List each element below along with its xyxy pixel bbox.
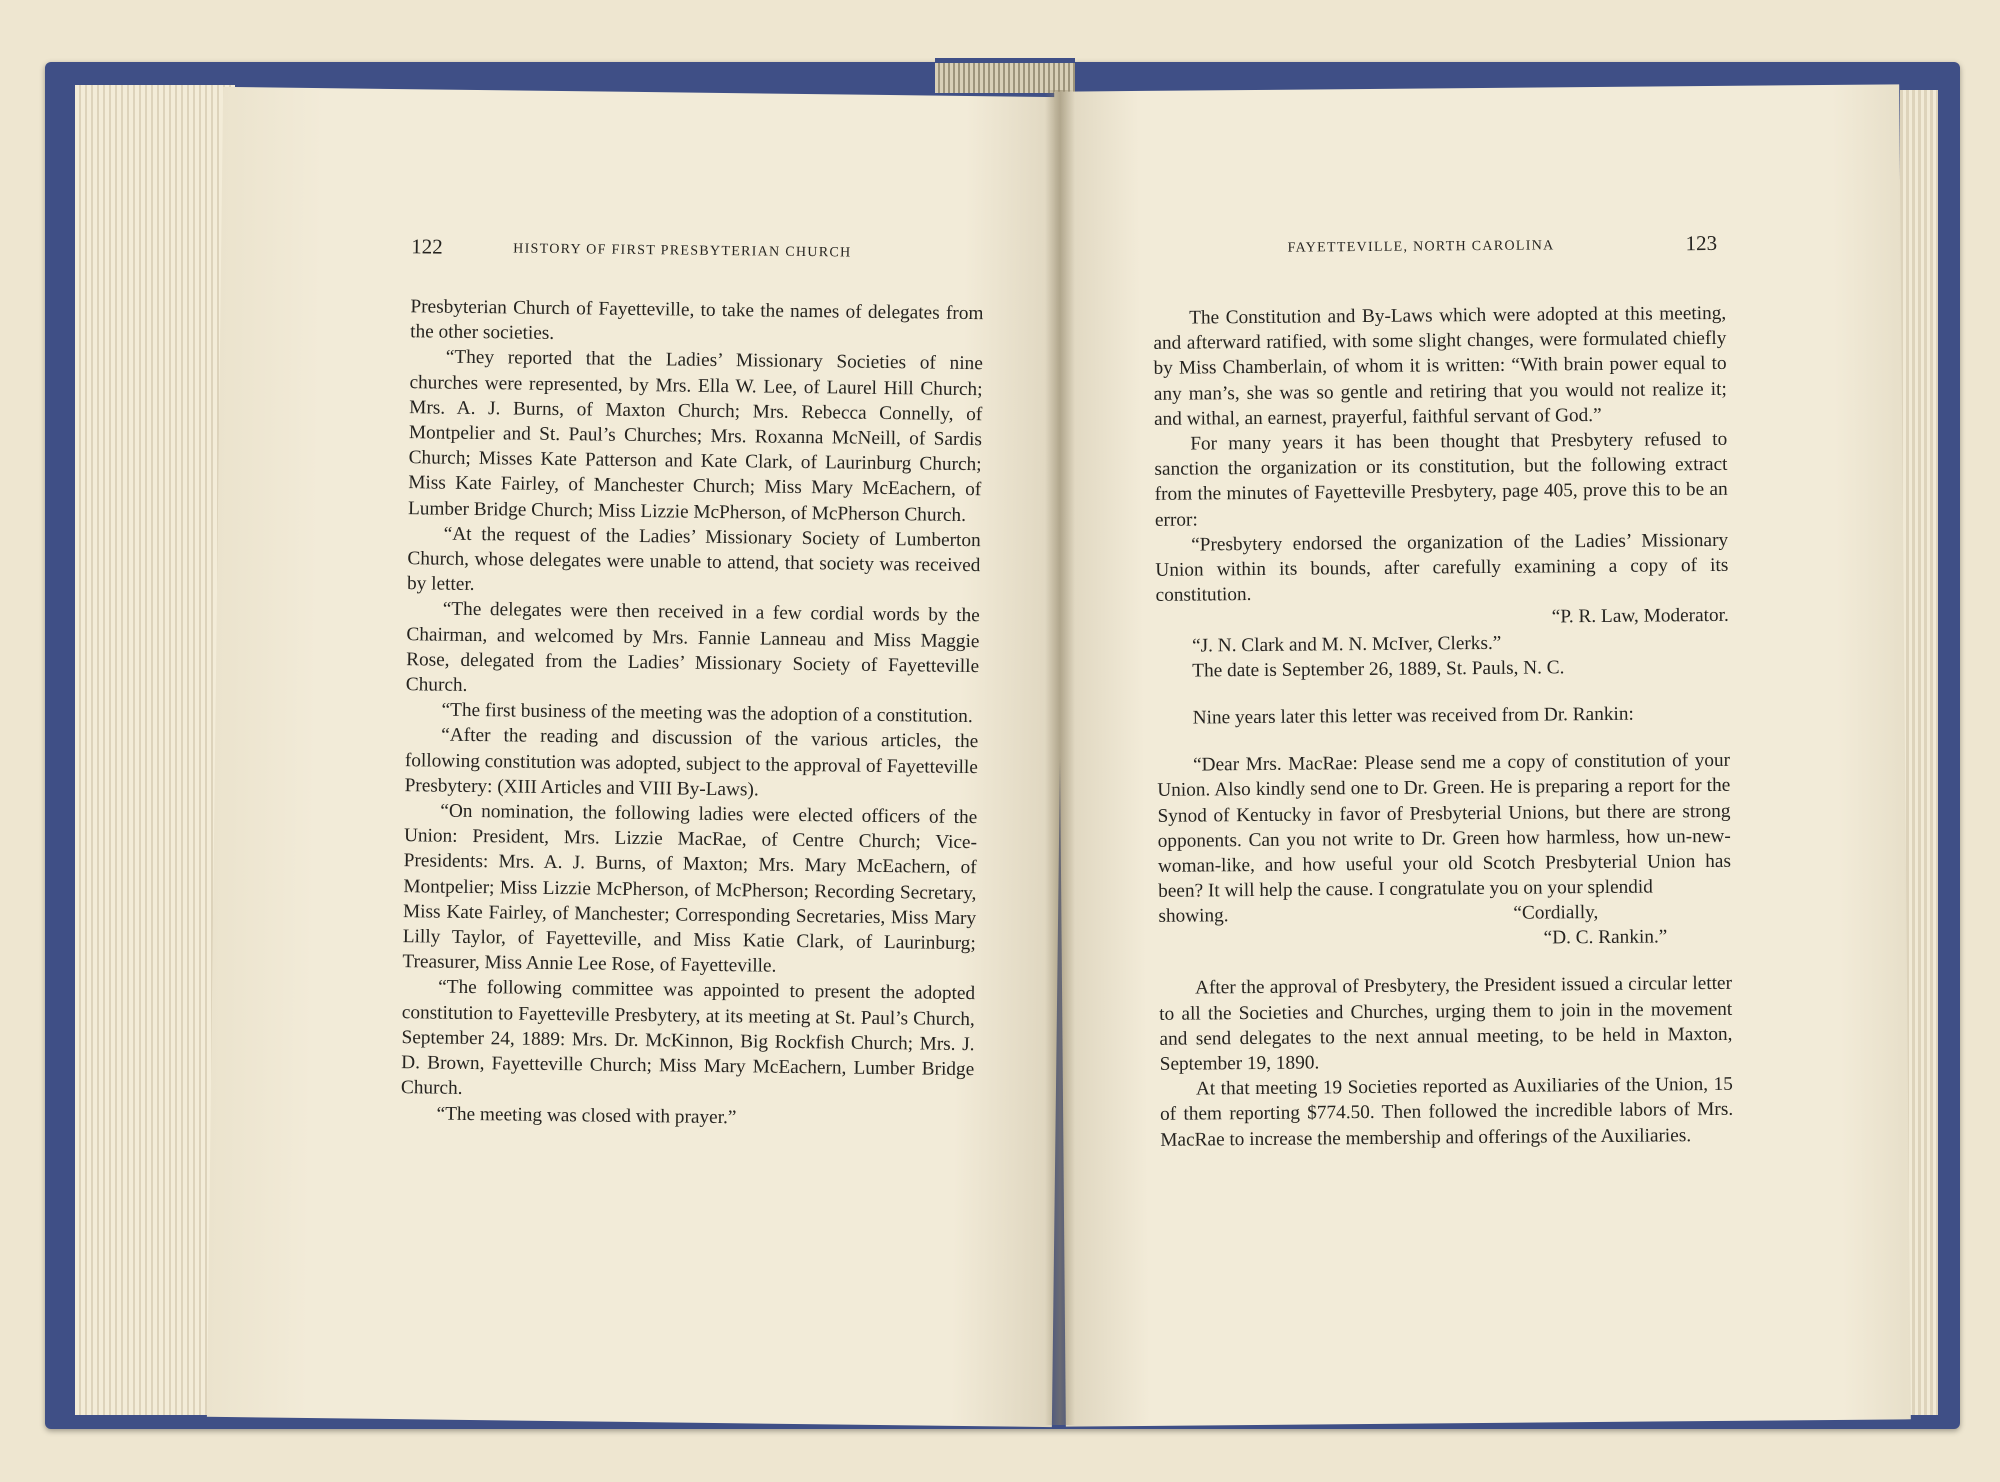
paragraph: The Constitution and By-Laws which were adopted at this meeting, and afterward ratified, with some slight changes, were formulated chiefly by Miss Chamberlain, of whom it is written: “With brain power equal to any man’s, she was so gentle and retiring that you would not realize it; and withal, an earnest, prayerful, faithful servant of God.” (1153, 302, 1727, 430)
left-page-number: 122 (411, 234, 443, 259)
paragraph: Presbyterian Church of Fayetteville, to take the names of delegates from the other societies. (410, 296, 984, 345)
paragraph: For many years it has been thought that Presbytery refused to sanction the organization or its constitution, but the following extract from the minutes of Fayetteville Presbytery, page 405, prove this to be an error: (1154, 428, 1728, 531)
right-running-head: FAYETTEVILLE, NORTH CAROLINA (1287, 238, 1555, 256)
right-page (1054, 84, 1911, 1426)
paragraph: “The following committee was appointed to present the adopted constitution to Fayetteville Presbytery, at its meeting at St. Paul’s Church, September 24, 1889: Mrs. Dr. McKinnon, Big Rockfish Church; Mrs. J. D. Brown, Fayetteville Church; Miss Mary McEachern, Lumber Bridge Church. (400, 977, 976, 1100)
book-gutter (1045, 90, 1075, 1425)
right-page-body (1153, 301, 1733, 1153)
left-page-body (400, 294, 983, 1133)
paragraph: “After the reading and discussion of the various articles, the following constitution was adopted, subject to the approval of Fayetteville Presbytery: (XIII Articles and VIII By-Laws). (404, 725, 979, 801)
book-spine-top (935, 58, 1075, 93)
paragraph: At that meeting 19 Societies reported as Auxiliaries of the Union, 15 of them reporting $774.50. Then followed the incredible labors of Mrs. MacRae to increase the membership and offerings of the Auxiliaries. (1160, 1074, 1734, 1151)
paragraph: “At the request of the Ladies’ Missionary Society of Lumberton Church, whose delegates were unable to attend, that society was received by letter. (406, 523, 981, 596)
right-page-header (1055, 229, 1900, 266)
letter-closing: “Cordially, (1513, 902, 1599, 925)
letter-paragraph: “Dear Mrs. MacRae: Please send me a copy of constitution of your Union. Also kindly send one to Dr. Green. He is preparing a report for the Synod of Kentucky in favor of Presbyterial Unions, but there are strong opponents. Can you not write to Dr. Green how harmless, how un-new-woman-like, and how useful your old Scotch Presbyterial Union has been? It will help the cause. I congratulate you on your splendid (1157, 750, 1732, 903)
paragraph: “The first business of the meeting was the adoption of a constitution. (441, 699, 973, 728)
left-running-head: HISTORY OF FIRST PRESBYTERIAN CHURCH (513, 241, 852, 261)
paragraph: Nine years later this letter was received from Dr. Rankin: (1192, 703, 1634, 729)
left-page (207, 87, 1068, 1427)
moderator-signature: “P. R. Law, Moderator. (1551, 605, 1729, 628)
paragraph: “Presbytery endorsed the organization of the Ladies’ Missionary Union within its bounds, after carefully examining a copy of its constitution. (1155, 529, 1729, 607)
paragraph: “The meeting was closed with prayer.” (436, 1103, 737, 1128)
clerks-line: “J. N. Clark and M. N. McIver, Clerks.” (1191, 632, 1502, 657)
left-page-header (221, 232, 1066, 272)
letter-ending: showing. (1158, 905, 1229, 928)
paragraph: “On nomination, the following ladies were elected officers of the Union: President, Mrs. Lizzie MacRae, of Centre Church; Vice-Presidents: Mrs. A. J. Burns, of Maxton; Mrs. Mary McEachern, of Montpelier; Miss Lizzie McPherson, of McPherson; Recording Secretary, Miss Kate Fairley, of Manchester; Corresponding Secretaries, Miss Mary Lilly Taylor, of Fayetteville, and Miss Katie Clark, of Laurinburg; Treasurer, Miss Annie Lee Rose, of Fayetteville. (402, 800, 978, 977)
letter-signature-block (1158, 899, 1731, 954)
date-line: The date is September 26, 1889, St. Pauls, N. C. (1192, 657, 1565, 682)
paragraph: After the approval of Presbytery, the President issued a circular letter to all the Societies and Churches, urging them to join in the movement and send delegates to the next annual meeting, to be held in Maxton, September 19, 1890. (1159, 973, 1733, 1075)
paragraph: “The delegates were then received in a few cordial words by the Chairman, and welcomed by Mrs. Fannie Lanneau and Miss Maggie Rose, delegated from the Ladies’ Missionary Society of Fayetteville Church. (405, 599, 980, 696)
right-page-number: 123 (1685, 230, 1718, 256)
letter-signature: “D. C. Rankin.” (1543, 926, 1668, 949)
paragraph: “They reported that the Ladies’ Missionary Societies of nine churches were represented, by Mrs. Ella W. Lee, of Laurel Hill Church; Mrs. A. J. Burns, of Maxton Church; Mrs. Rebecca Connelly, of Montpelier and St. Paul’s Churches; Mrs. Roxanna McNeill, of Sardis Church; Misses Kate Patterson and Kate Clark, of Laurinburg Church; Miss Kate Fairley, of Manchester Church; Miss Mary McEachern, of Lumber Bridge Church; Miss Lizzie McPherson, of McPherson Church. (407, 347, 983, 526)
